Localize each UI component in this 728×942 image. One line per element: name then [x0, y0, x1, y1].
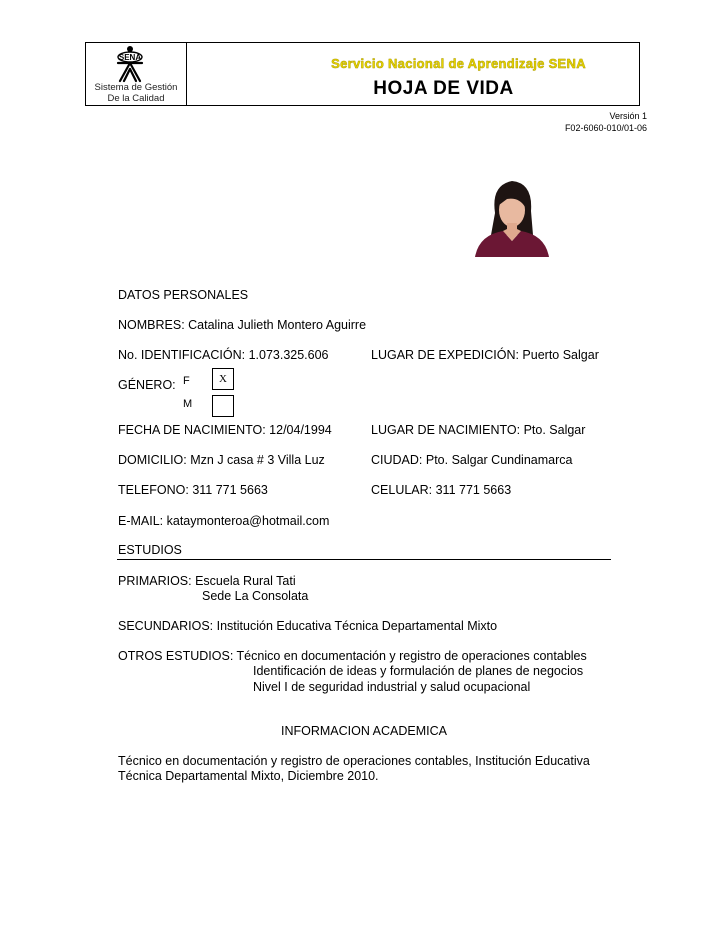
- organization-title: Servicio Nacional de Aprendizaje SENA: [331, 56, 586, 71]
- id-number-field: No. IDENTIFICACIÓN: 1.073.325.606: [118, 348, 329, 362]
- birth-place-field: LUGAR DE NACIMIENTO: Pto. Salgar: [371, 423, 586, 437]
- gender-m-label: M: [183, 398, 193, 410]
- issue-place-field: LUGAR DE EXPEDICIÓN: Puerto Salgar: [371, 348, 599, 362]
- document-title: HOJA DE VIDA: [373, 78, 514, 99]
- gender-m-checkbox[interactable]: [212, 395, 234, 417]
- quality-system-line1: Sistema de Gestión: [94, 82, 178, 93]
- studies-divider: [117, 559, 611, 560]
- academic-line2: Técnica Departamental Mixto, Diciembre 2010.: [118, 769, 379, 783]
- academic-heading: INFORMACION ACADEMICA: [281, 724, 447, 738]
- studies-heading: ESTUDIOS: [118, 543, 182, 557]
- secondary-school: SECUNDARIOS: Institución Educativa Técnica Departamental Mixto: [118, 619, 498, 633]
- address-field: DOMICILIO: Mzn J casa # 3 Villa Luz: [118, 453, 325, 467]
- sena-logo-head: [127, 46, 133, 52]
- version-block: [500, 110, 647, 134]
- gender-f-checkbox[interactable]: X: [212, 368, 234, 390]
- personal-data-heading: DATOS PERSONALES: [118, 288, 249, 302]
- academic-line1: Técnico en documentación y registro de operaciones contables, Institución Educativa: [118, 754, 590, 768]
- primary-school-line2: Sede La Consolata: [202, 589, 309, 603]
- city-field: CIUDAD: Pto. Salgar Cundinamarca: [371, 453, 573, 467]
- names-field: NOMBRES: Catalina Julieth Montero Aguirre: [118, 318, 367, 332]
- gender-label: GÉNERO:: [118, 378, 176, 392]
- quality-system-line2: De la Calidad: [107, 93, 165, 104]
- gender-f-label: F: [183, 375, 190, 387]
- mobile-field: CELULAR: 311 771 5663: [371, 483, 512, 497]
- sena-logo-figure: [118, 63, 142, 81]
- phone-field: TELEFONO: 311 771 5663: [118, 483, 268, 497]
- other-studies-line1: OTROS ESTUDIOS: Técnico en documentación y registro de operaciones contables: [118, 649, 587, 663]
- version-label: Versión 1: [609, 111, 647, 121]
- other-studies-line2: Identificación de ideas y formulación de planes de negocios: [253, 664, 584, 678]
- birth-date-field: FECHA DE NACIMIENTO: 12/04/1994: [118, 423, 332, 437]
- sena-logo: [104, 45, 156, 83]
- sena-logo-text: SENA: [118, 53, 142, 62]
- document-code: F02-6060-010/01-06: [564, 123, 647, 133]
- primary-school-line1: PRIMARIOS: Escuela Rural Tati: [118, 574, 296, 588]
- quality-system-label: [88, 82, 184, 104]
- profile-photo: [473, 175, 551, 257]
- other-studies-line3: Nivel I de seguridad industrial y salud ocupacional: [253, 680, 531, 694]
- email-field: E-MAIL: kataymonteroa@hotmail.com: [118, 514, 330, 528]
